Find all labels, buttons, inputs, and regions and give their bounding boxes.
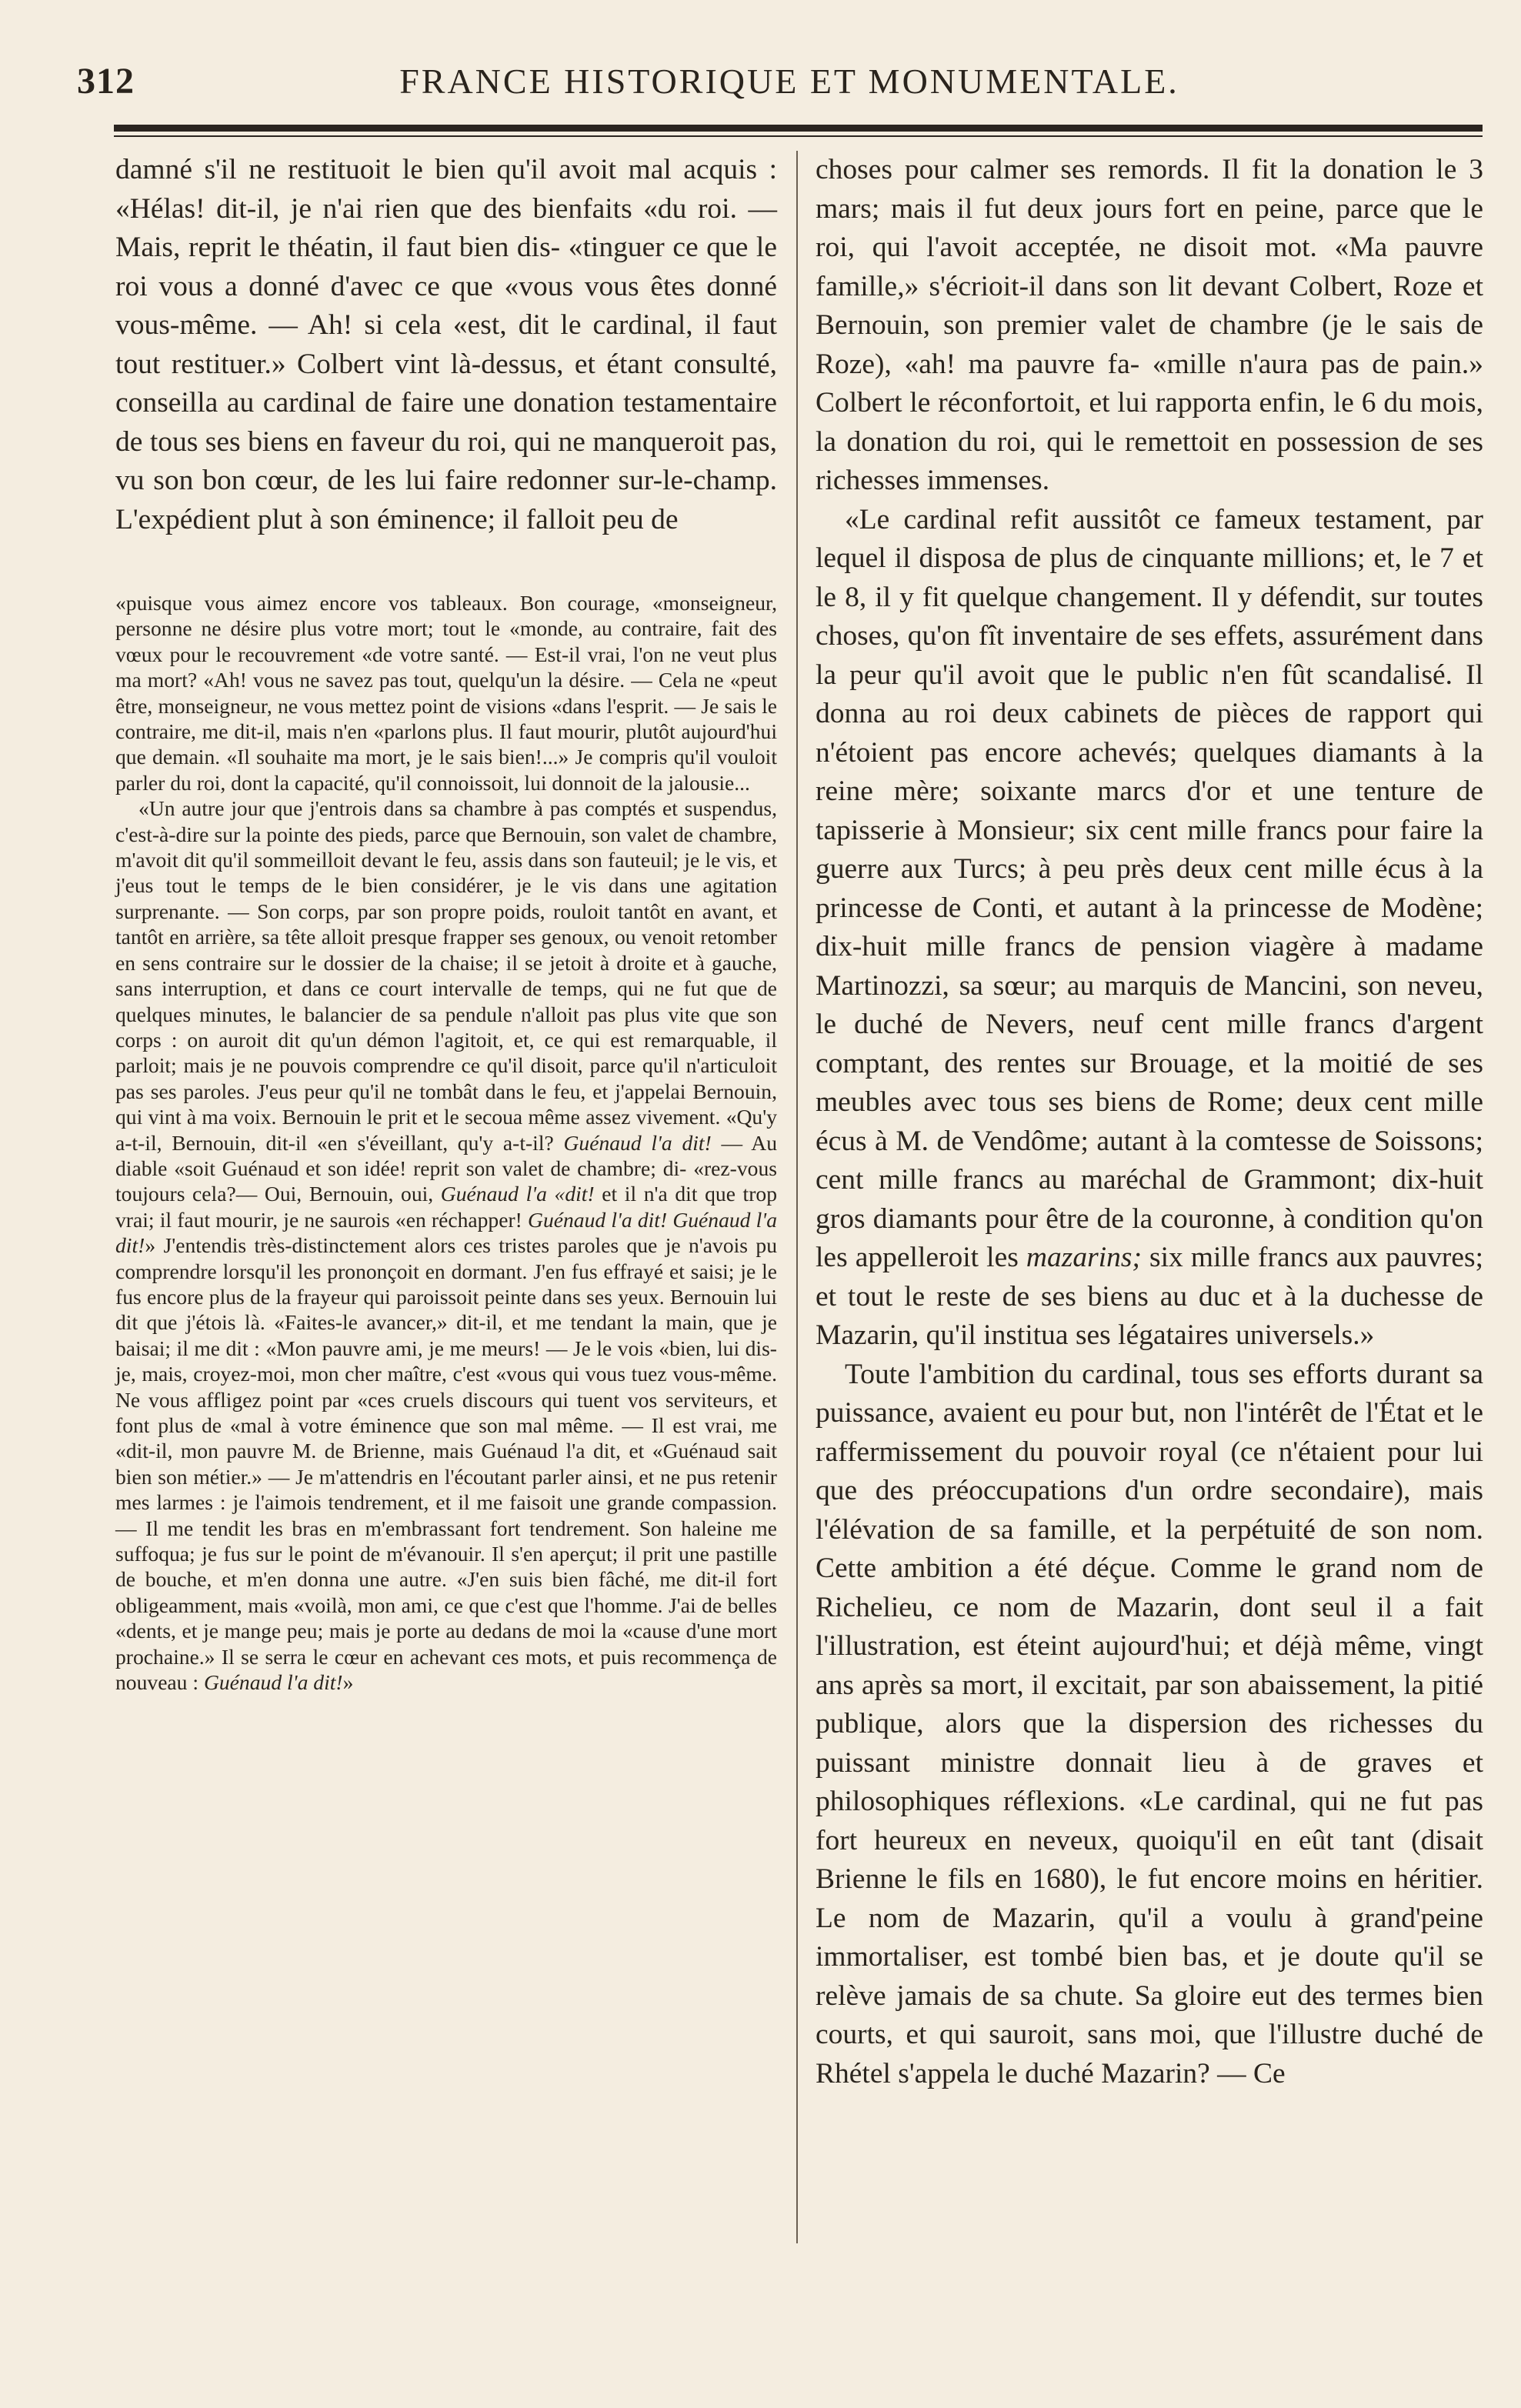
footnote-2-part-a: «Un autre jour que j'entrois dans sa chambre à pas comptés et suspendus, c'est-à-dire sur la pointe des pieds, parce que Bernouin, son valet de chambre, m'avoit dit qu'il sommeilloit devant le feu, assis dans son fauteuil; je le vis, et j'eus tout le temps de le bien considérer, je le vis dans une agitation surprenante. — Son corps, par son propre poids, rouloit tantôt en avant, et tantôt en arrière, sa tête alloit presque frapper ses genoux, ou venoit retomber en sens contraire sur le dossier de la chaise; il se jetoit à droite et à gauche, sans interruption, et dans ce court intervalle de temps, qui ne fut que de quelques minutes, le balancier de sa pendule n'alloit pas plus vite que son corps : on auroit dit qu'un démon l'agitoit, et, ce qui est remarquable, il parloit; mais je ne pouvois comprendre ce qu'il disoit, parce qu'il n'articuloit pas ses paroles. J'eus peur qu'il ne tombât dans le feu, et j'appelai Bernouin, qui vint à ma voix. Bernouin le prit et le secoua même assez vivement. «Qu'y a-t-il, Bernouin, dit-il «en s'éveillant, qu'y a-t-il? <box>115 796 777 1155</box>
footnotes <box>115 590 777 1695</box>
footnote-2-quote-1: Guénaud l'a dit! <box>563 1130 712 1155</box>
footnote-paragraph-1: «puisque vous aimez encore vos tableaux. Bon courage, «monseigneur, personne ne désire plus votre mort; tout le «monde, au contraire, fait des vœux pour le recouvrement «de votre santé. — Est-il vrai, l'on ne veut plus ma mort? «Ah! vous ne savez pas tout, quelqu'un la désire. — Cela ne «peut être, monseigneur, ne vous mettez point de visions «dans l'esprit. — Je sais le contraire, me dit-il, mais n'en «parlons plus. Il faut mourir, plutôt aujourd'hui que demain. «Il souhaite ma mort, je le sais bien!...» Je compris qu'il vouloit parler du roi, dont la capacité, qu'il connoissoit, lui donnoit de la jalousie... <box>115 591 777 795</box>
footnote-paragraph-2 <box>115 795 777 1695</box>
running-title: FRANCE HISTORIQUE ET MONUMENTALE. <box>399 62 1179 101</box>
right-paragraph-1: choses pour calmer ses remords. Il fit la donation le 3 mars; mais il fut deux jours fort en peine, parce que le roi, qui l'avoit acceptée, ne disoit mot. «Ma pauvre famille,» s'écrioit-il dans son lit devant Colbert, Roze et Bernouin, son premier valet de chambre (je le sais de Roze), «ah! ma pauvre fa- «mille n'aura pas de pain.» Colbert le réconfortoit, et lui rapporta enfin, le 6 du mois, la donation du roi, qui le remettoit en possession de ses richesses immenses. <box>816 154 1483 496</box>
left-column <box>115 151 777 1695</box>
footnote-2-quote-4: Guénaud l'a dit! <box>203 1670 343 1695</box>
right-paragraph-2 <box>816 501 1483 1356</box>
right-paragraph-2-italic: mazarins; <box>1026 1242 1142 1273</box>
right-paragraph-3: Toute l'ambition du cardinal, tous ses efforts durant sa puissance, avaient eu pour but, non l'intérêt de l'État et le raffermissement du pouvoir royal (ce n'étaient pour lui que des préoccupations d'un ordre secondaire), mais l'élévation de sa famille, et la perpétuité de son nom. Cette ambition a été déçue. Comme le grand nom de Richelieu, ce nom de Mazarin, dont seul il a fait l'illustration, est éteint aujourd'hui; et déjà même, vingt ans après sa mort, il excitait, par son abaissement, la pitié publique, alors que la dispersion des richesses du puissant ministre donnait lieu à de graves et philosophiques réflexions. «Le cardinal, qui ne fut pas fort heureux en neveux, quoiqu'il en eût tant (disait Brienne le fils en 1680), le fut encore moins en héritier. Le nom de Mazarin, qu'il a voulu à grand'peine immortaliser, est tombé bien bas, et je doute qu'il se relève jamais de sa chute. Sa gloire eut des termes bien courts, et qui sauroit, sans moi, que l'illustre duché de Rhétel s'appela le duché Mazarin? — Ce <box>816 1358 1483 2089</box>
right-column <box>816 151 1483 2093</box>
right-paragraph-2-part-a: «Le cardinal refit aussitôt ce fameux testament, par lequel il disposa de plus de cinquante millions; et, le 7 et le 8, il y fit quelque changement. Il y défendit, sur toutes choses, qu'on fît inventaire de ses effets, assurément dans la peur qu'il avoit que le public n'en fût scandalisé. Il donna au roi deux cabinets de pièces de rapport qui n'étoient pas encore achevés; quelques diamants à la reine mère; soixante marcs d'or et une tenture de tapisserie à Monsieur; six cent mille francs pour faire la guerre aux Turcs; à peu près deux cent mille écus à la princesse de Conti, et autant à la princesse de Modène; dix-huit mille francs de pension viagère à madame Martinozzi, sa sœur; au marquis de Mancini, son neveu, le duché de Nevers, neuf cent mille francs d'argent comptant, des rentes sur Brouage, et la moitié de ses meubles avec tous ses biens de Rome; deux cent mille écus à M. de Vendôme; autant à la comtesse de Soissons; cent mille francs au maréchal de Grammont; dix-huit gros diamants pour être de la couronne, à condition qu'on les appelleroit les <box>816 503 1483 1273</box>
right-paragraph-2-part-b: six mille francs aux pauvres; et tout le reste de ses biens au duc et à la duchesse de Mazarin, qu'il institua ses légataires universels.» <box>816 1242 1483 1351</box>
footnote-2-part-e: » <box>342 1670 354 1695</box>
column-divider <box>796 151 798 2243</box>
left-paragraph-1: damné s'il ne restituoit le bien qu'il avoit mal acquis : «Hélas! dit-il, je n'ai rien que des bienfaits «du roi. — Mais, reprit le théatin, il faut bien dis- «tinguer ce que le roi vous a donné d'avec ce que «vous vous êtes donné vous-même. — Ah! si cela «est, dit le cardinal, il faut tout restituer.» Colbert vint là-dessus, et étant consulté, conseilla au cardinal de faire une donation testamentaire de tous ses biens en faveur du roi, qui ne manqueroit pas, vu son bon cœur, de les lui faire redonner sur-le-champ. L'expédient plut à son éminence; il falloit peu de <box>115 154 777 535</box>
footnote-2-part-b: — Au diable «soit Guénaud et son idée! reprit son valet de chambre; di- «rez-vous toujours cela?— Oui, Bernouin, oui, <box>115 1130 777 1206</box>
footnote-2-quote-2: Guénaud l'a «dit! <box>440 1182 595 1206</box>
footnote-2-part-d: » J'entendis très-distinctement alors ces tristes paroles que je n'avois pu comprendre lorsqu'il les prononçoit en dormant. J'en fus effrayé et saisi; je le fus encore plus de la frayeur qui paroissoit peinte dans ses yeux. Bernouin lui dit que j'étois là. «Faites-le avancer,» dit-il, et me tendant la main, que je baisai; il me dit : «Mon pauvre ami, je me meurs! — Je le vois «bien, lui dis-je, mais, croyez-moi, mon cher maître, c'est «vous qui vous tuez vous-même. Ne vous affligez point par «ces cruels discours qui tuent vos serviteurs, et font plus de «mal à votre éminence que son mal même. — Il est vrai, me «dit-il, mon pauvre M. de Brienne, mais Guénaud l'a dit, et «Guénaud sait bien son métier.» — Je m'attendris en l'écoutant parler ainsi, et ne pus retenir mes larmes : je l'aimois tendrement, et il me faisoit une grande compassion. — Il me tendit les bras en m'embrassant fort tendrement. Son haleine me suffoqua; je fus sur le point de m'évanouir. Il s'en aperçut; il prit une pastille de bouche, et m'en donna une autre. «J'en suis bien fâché, me dit-il fort obligeamment, mais «voilà, mon ami, ce que c'est que l'homme. J'ai de belles «dents, et je mange peu; mais je porte au dedans de moi la «cause d'une mort prochaine.» Il se serra le cœur en achevant ces mots, et puis recommença de nouveau : <box>115 1233 777 1695</box>
footnote-2-part-c: et il n'a dit que trop vrai; il faut mourir, je ne saurois «en réchapper! <box>115 1182 777 1232</box>
page-number: 312 <box>77 61 135 102</box>
page-header <box>77 60 1444 114</box>
header-rule-thin <box>114 135 1483 137</box>
footnote-2-quote-3: Guénaud l'a dit! Guénaud l'a dit! <box>115 1207 777 1258</box>
header-rule-thick <box>114 125 1483 132</box>
